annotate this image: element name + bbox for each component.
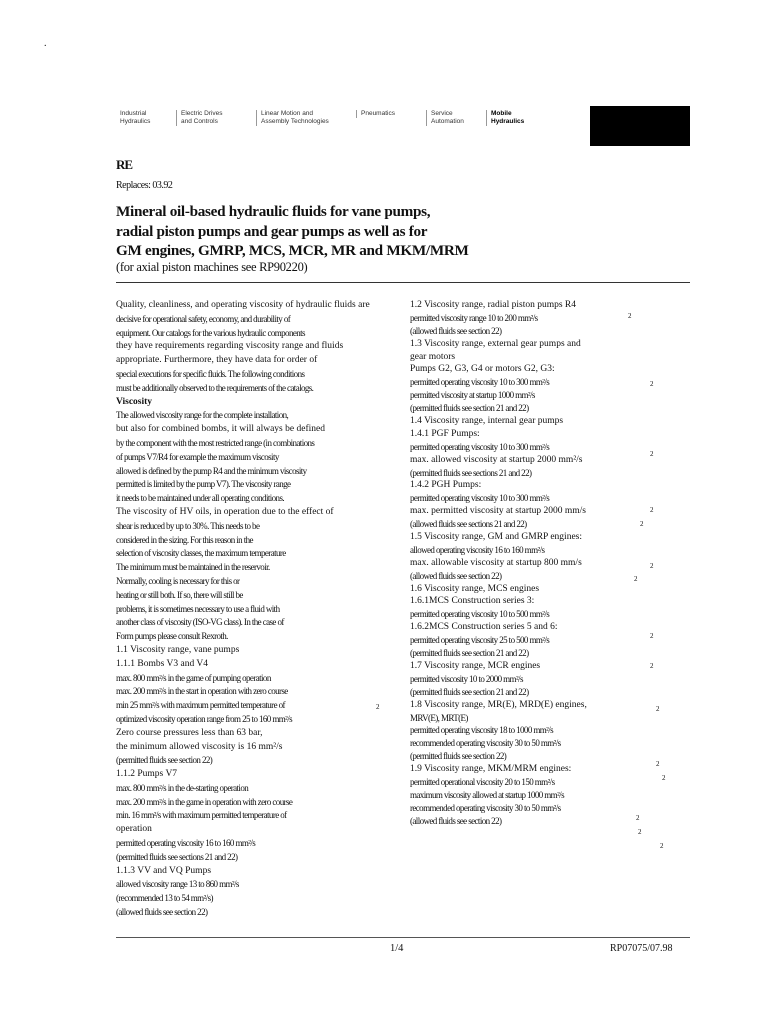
text-line: (allowed fluids see section 22): [116, 907, 208, 918]
right-column: [410, 300, 665, 829]
text-line: (permitted fluids see sections 21 and 22): [116, 851, 238, 862]
text-line: permitted is limited by the pump V7). The viscosity range: [116, 479, 291, 490]
text-line: considered in the sizing. For this reason in the: [116, 534, 253, 545]
text-line: 1.6.1MCS Construction series 3:: [410, 596, 535, 607]
text-line: permitted viscosity 10 to 2000 mm²/s: [410, 673, 523, 684]
text-line: they have requirements regarding viscosity range and fluids: [116, 341, 344, 352]
text-line: The viscosity of HV oils, in operation due to the effect of: [116, 506, 334, 517]
text-line: (permitted fluids see sections 21 and 22): [410, 467, 532, 478]
text-line: recommended operating viscosity 30 to 50 mm²/s: [410, 738, 561, 749]
text-line: permitted operating viscosity 10 to 300 mm²/s: [410, 377, 550, 388]
text-line: min 25 mm²/s with maximum permitted temperature of: [116, 700, 285, 711]
text-line: permitted viscosity range 10 to 200 mm²/s: [410, 312, 538, 323]
replaces-note: Replaces: 03.92: [116, 180, 173, 191]
text-line: Form pumps please consult Rexroth.: [116, 631, 228, 642]
text-line: (allowed fluids see section 22): [410, 325, 502, 336]
text-line: 1.3 Viscosity range, external gear pumps and: [410, 338, 581, 349]
header-divider: [116, 282, 690, 283]
text-line: allowed operating viscosity 16 to 160 mm²/s: [410, 544, 545, 555]
text-line: special executions for specific fluids. The following conditions: [116, 368, 305, 379]
text-line: (allowed fluids see section 22): [410, 815, 502, 826]
footnote-mark: 2: [660, 842, 664, 850]
text-line: max. allowed viscosity at startup 2000 mm²/s: [410, 454, 583, 465]
text-line: allowed viscosity range 13 to 860 mm²/s: [116, 879, 239, 890]
text-line: 1.4 Viscosity range, internal gear pumps: [410, 416, 564, 427]
document-subtitle: (for axial piston machines see RP90220): [116, 260, 308, 274]
text-line: min. 16 mm²/s with maximum permitted temperature of: [116, 810, 287, 821]
page-dot: .: [44, 38, 47, 49]
text-line: but also for combined bombs, it will always be defined: [116, 424, 325, 435]
text-line: 1.1.1 Bombs V3 and V4: [116, 658, 209, 669]
text-line: allowed is defined by the pump R4 and the minimum viscosity: [116, 465, 307, 476]
text-line: permitted operating viscosity 16 to 160 mm²/s: [116, 838, 256, 849]
footnote-mark: 2: [636, 814, 640, 822]
text-line: max. 800 mm²/s in the game of pumping operation: [116, 672, 271, 683]
text-line: (permitted fluids see section 22): [116, 755, 213, 766]
footnote-mark: 2: [634, 575, 638, 583]
footnote-mark: 2: [650, 506, 654, 514]
text-line: Quality, cleanliness, and operating viscosity of hydraulic fluids are: [116, 300, 370, 310]
text-line: optimized viscosity operation range from 25 to 160 mm²/s: [116, 713, 293, 724]
text-line: 1.4.1 PGF Pumps:: [410, 428, 480, 439]
title-line: radial piston pumps and gear pumps as well as for: [116, 222, 428, 240]
text-line: it needs to be maintained under all operating conditions.: [116, 493, 284, 504]
text-line: heating or still both. If so, there will still be: [116, 589, 243, 600]
text-line: (permitted fluids see section 21 and 22): [410, 648, 529, 659]
text-line: 1.1 Viscosity range, vane pumps: [116, 644, 240, 655]
text-line: (permitted fluids see section 21 and 22): [410, 686, 529, 697]
text-line: 1.6 Viscosity range, MCS engines: [410, 583, 540, 594]
text-line: max. 800 mm²/s in the de-starting operation: [116, 782, 249, 793]
nav-tab[interactable]: Electric Drives and Controls: [176, 110, 223, 126]
brand-logo: [590, 106, 690, 146]
footnote-mark: 2: [640, 520, 644, 528]
footnote-mark: 2: [638, 828, 642, 836]
text-line: recommended operating viscosity 30 to 50 mm²/s: [410, 802, 561, 813]
text-line: gear motors: [410, 351, 456, 362]
text-line: The minimum must be maintained in the reservoir.: [116, 562, 270, 573]
text-line: permitted operating viscosity 18 to 1000 mm²/s: [410, 725, 554, 736]
text-line: decisive for operational safety, economy, and durability of: [116, 313, 291, 324]
text-line: permitted operating viscosity 10 to 500 mm²/s: [410, 609, 550, 620]
page-number: 1/4: [390, 943, 404, 954]
text-line: appropriate. Furthermore, they have data for order of: [116, 355, 318, 366]
text-line: by the component with the most restricted range (in combinations: [116, 437, 315, 448]
footnote-mark: 2: [650, 632, 654, 640]
text-line: equipment. Our catalogs for the various hydraulic components: [116, 327, 305, 338]
text-line: 1.9 Viscosity range, MKM/MRM engines:: [410, 764, 572, 775]
text-line: 1.1.2 Pumps V7: [116, 769, 178, 780]
document-code: RE: [116, 157, 133, 172]
footnote-mark: 2: [650, 662, 654, 670]
text-line: 1.7 Viscosity range, MCR engines: [410, 660, 541, 671]
text-line: max. 200 mm²/s in the start in operation with zero course: [116, 686, 288, 697]
text-line: 1.4.2 PGH Pumps:: [410, 480, 482, 491]
text-line: permitted operating viscosity 25 to 500 mm²/s: [410, 635, 550, 646]
nav-tab[interactable]: Linear Motion and Assembly Technologies: [256, 110, 329, 126]
text-line: Normally, cooling is necessary for this or: [116, 575, 240, 586]
footer-divider: [116, 937, 690, 938]
text-line: Zero course pressures less than 63 bar,: [116, 727, 263, 738]
text-line: MRV(E), MRT(E): [410, 712, 468, 723]
nav-tab[interactable]: Industrial Hydraulics: [120, 110, 151, 125]
footnote-mark: 2: [656, 705, 660, 713]
footnote-mark: 2: [656, 760, 660, 768]
text-line: selection of viscosity classes, the maximum temperature: [116, 548, 286, 559]
text-line: permitted operating viscosity 10 to 300 mm²/s: [410, 493, 550, 504]
text-line: another class of viscosity (ISO-VG class). In the case of: [116, 617, 284, 628]
footnote-mark: 2: [376, 703, 380, 711]
text-line: 1.2 Viscosity range, radial piston pumps R4: [410, 300, 577, 310]
text-line: (recommended 13 to 54 mm²/s): [116, 893, 213, 904]
text-line: permitted operational viscosity 20 to 150 mm²/s: [410, 776, 555, 787]
text-line: 1.8 Viscosity range, MR(E), MRD(E) engines,: [410, 699, 587, 710]
text-line: operation: [116, 824, 152, 835]
left-column: [116, 300, 386, 921]
text-line: 1.6.2MCS Construction series 5 and 6:: [410, 622, 558, 633]
text-line: 1.1.3 VV and VQ Pumps: [116, 865, 212, 876]
nav-tab[interactable]: Pneumatics: [356, 110, 395, 118]
text-line: permitted viscosity at startup 1000 mm²/s: [410, 390, 535, 401]
text-line: max. permitted viscosity at startup 2000 mm/s: [410, 506, 586, 517]
text-line: (permitted fluids see section 21 and 22): [410, 403, 529, 414]
text-line: (allowed fluids see sections 21 and 22): [410, 519, 527, 530]
document-id: RP07075/07.98: [610, 943, 673, 954]
title-line: GM engines, GMRP, MCS, MCR, MR and MKM/MRM: [116, 242, 469, 259]
text-line: must be additionally observed to the requirements of the catalogs.: [116, 382, 314, 393]
footnote-mark: 2: [662, 774, 666, 782]
footnote-mark: 2: [650, 562, 654, 570]
text-line: maximum viscosity allowed at startup 1000 mm²/s: [410, 789, 564, 800]
text-line: max. 200 mm²/s in the game in operation with zero course: [116, 796, 293, 807]
nav-tab[interactable]: Service Automation: [426, 110, 464, 126]
document-title: [116, 202, 576, 261]
text-line: Pumps G2, G3, G4 or motors G2, G3:: [410, 364, 555, 375]
text-line: permitted operating viscosity 10 to 300 mm²/s: [410, 441, 550, 452]
text-line: of pumps V7/R4 for example the maximum viscosity: [116, 451, 279, 462]
text-line: max. allowable viscosity at startup 800 mm/s: [410, 557, 582, 568]
text-line: problems, it is sometimes necessary to use a fluid with: [116, 603, 280, 614]
text-line: (allowed fluids see section 22): [410, 570, 502, 581]
title-line: Mineral oil-based hydraulic fluids for vane pumps,: [116, 203, 431, 220]
text-line: shear is reduced by up to 30%. This needs to be: [116, 520, 260, 531]
text-line: the minimum allowed viscosity is 16 mm²/s: [116, 741, 283, 752]
nav-tab[interactable]: Mobile Hydraulics: [486, 110, 524, 126]
footnote-mark: 2: [650, 380, 654, 388]
text-line: Viscosity: [116, 396, 153, 407]
text-line: (permitted fluids see section 22): [410, 751, 507, 762]
footnote-mark: 2: [628, 312, 632, 320]
text-line: The allowed viscosity range for the complete installation,: [116, 410, 289, 421]
text-line: 1.5 Viscosity range, GM and GMRP engines:: [410, 532, 583, 543]
footnote-mark: 2: [650, 450, 654, 458]
